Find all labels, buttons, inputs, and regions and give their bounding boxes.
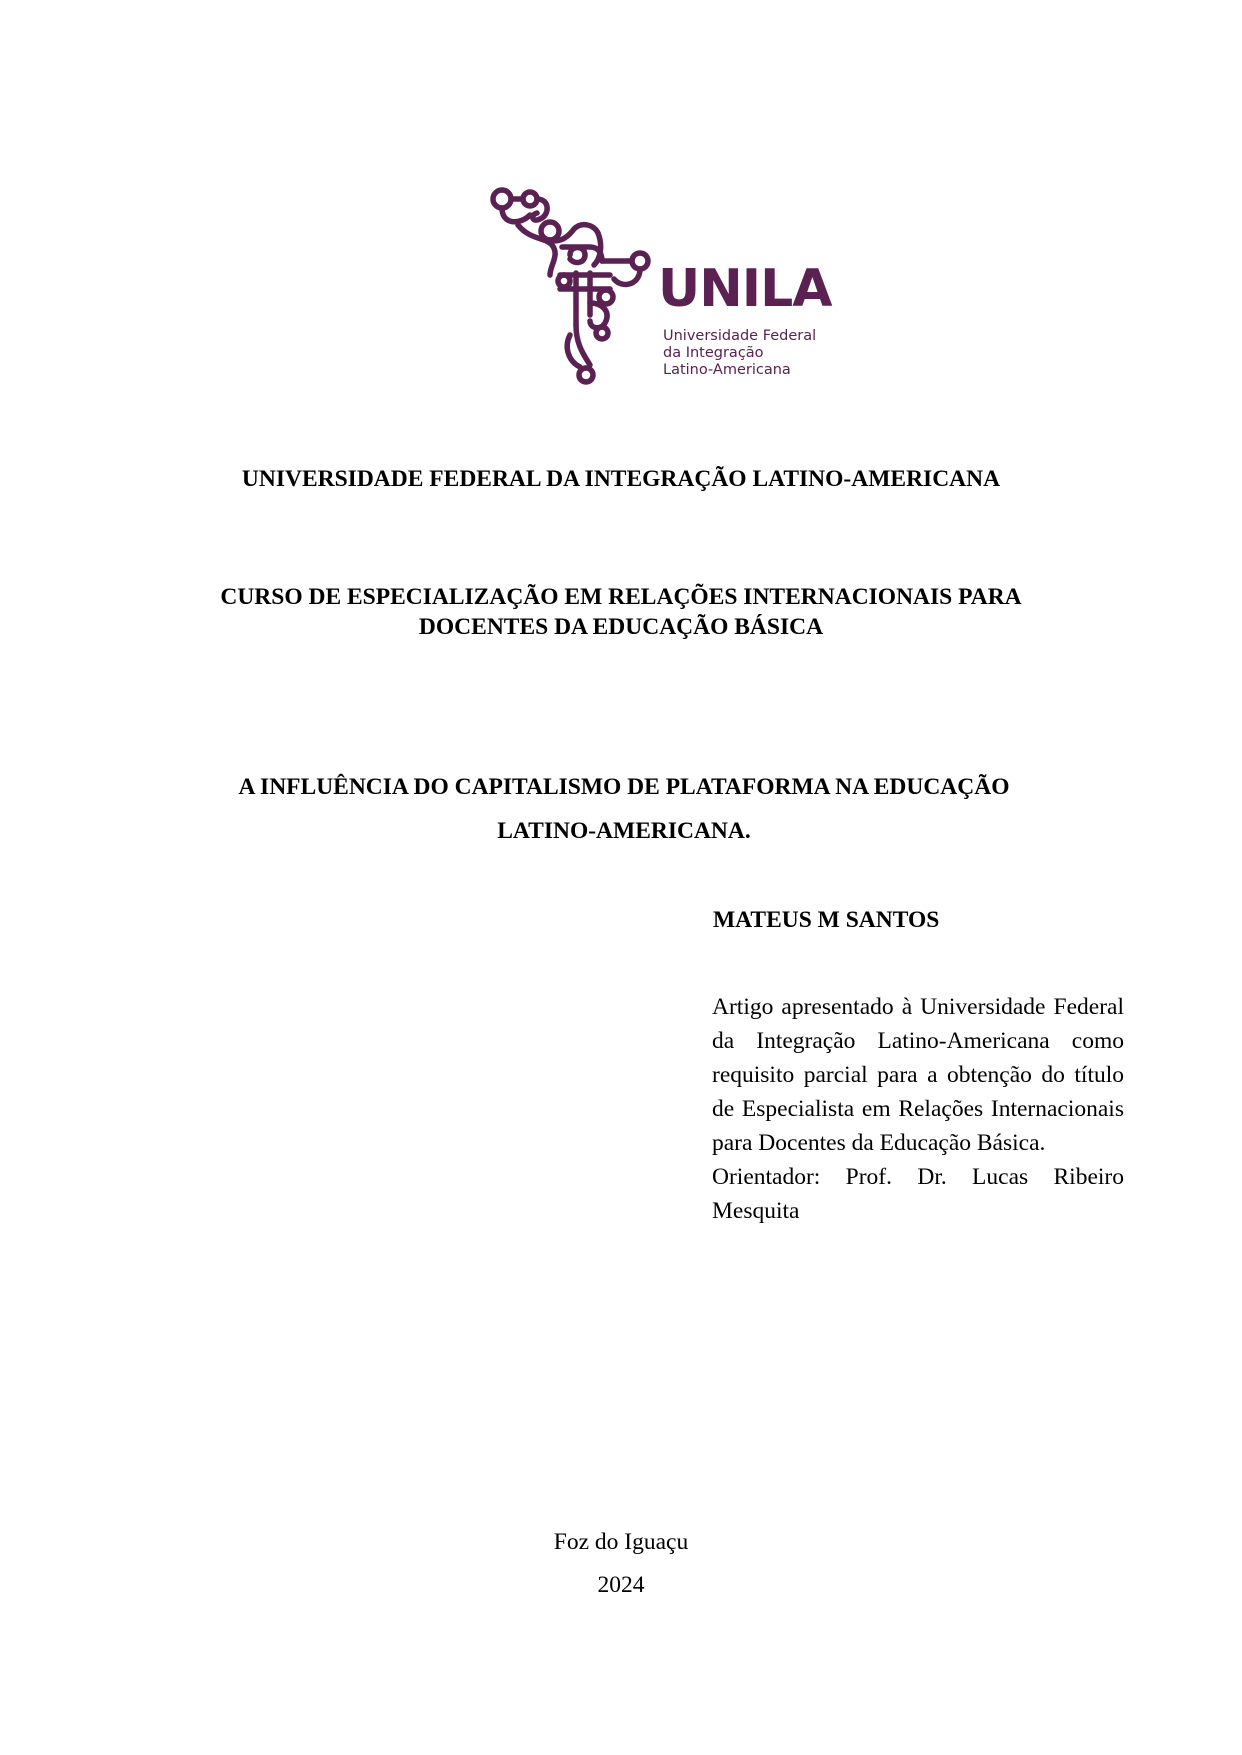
unila-emblem-icon: [490, 185, 655, 385]
year: 2024: [597, 1572, 645, 1598]
city: Foz do Iguaçu: [553, 1529, 689, 1555]
course-name-line2: DOCENTES DA EDUCAÇÃO BÁSICA: [418, 614, 824, 640]
logo-subtitle: [663, 328, 816, 379]
submission-note: [712, 990, 1124, 1228]
logo-subtitle-line: Universidade Federal: [663, 328, 817, 344]
university-logo: [490, 185, 830, 385]
course-name-line1: CURSO DE ESPECIALIZAÇÃO EM RELAÇÕES INTERNACIONAIS PARA: [220, 584, 1022, 610]
logo-subtitle-line: da Integração: [663, 345, 764, 361]
submission-description: Artigo apresentado à Universidade Federal da Integração Latino-Americana como requisito parcial para a obtenção do título de Especialista em Relações Internacionais para Docentes da Educação Básica.: [712, 994, 1124, 1156]
university-name: UNIVERSIDADE FEDERAL DA INTEGRAÇÃO LATINO-AMERICANA: [241, 466, 1001, 492]
logo-wordmark: UNILA: [658, 259, 832, 319]
advisor: Orientador: Prof. Dr. Lucas Ribeiro Mesquita: [712, 1164, 1124, 1224]
article-title-line1: A INFLUÊNCIA DO CAPITALISMO DE PLATAFORMA NA EDUCAÇÃO: [238, 774, 1010, 800]
article-title-line2: LATINO-AMERICANA.: [497, 818, 751, 844]
author-name: MATEUS M SANTOS: [713, 907, 940, 933]
logo-subtitle-line: Latino-Americana: [663, 362, 791, 378]
